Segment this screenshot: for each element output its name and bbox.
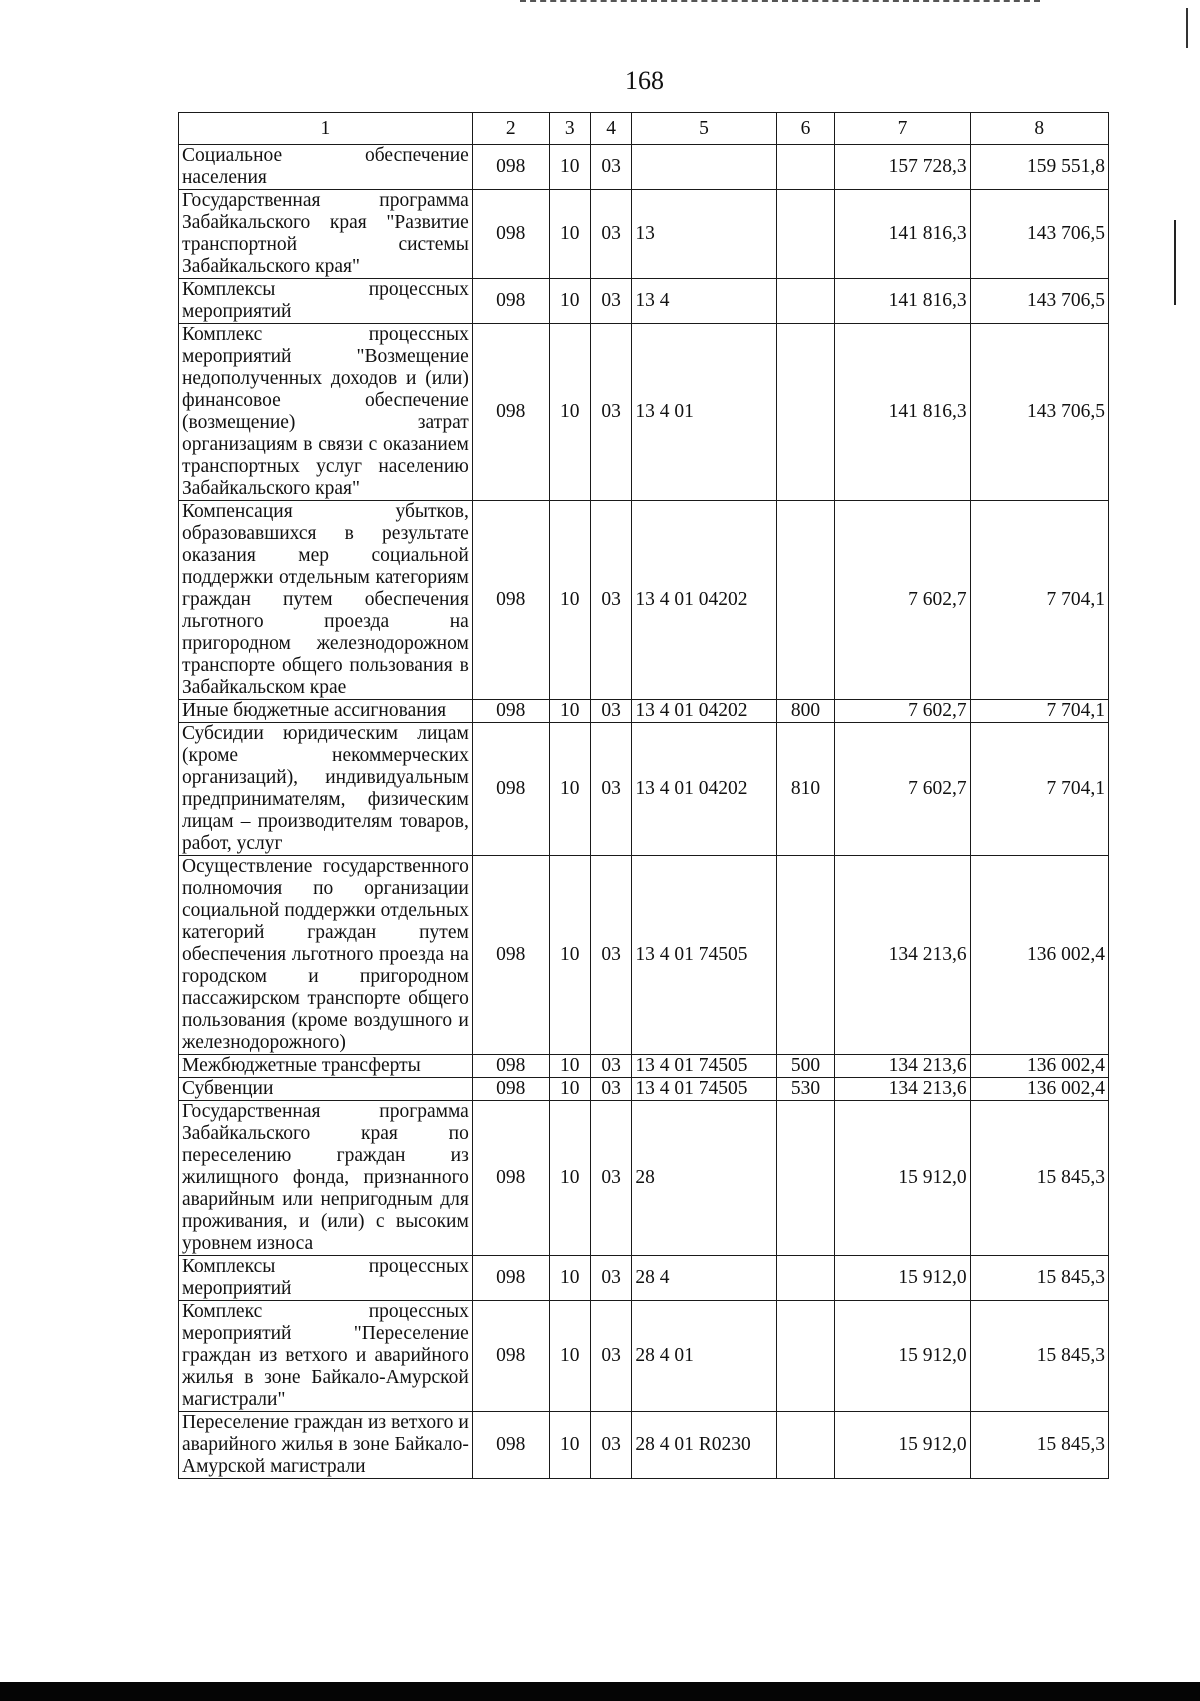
admin-code-cell: 098 [472, 1256, 549, 1301]
table-row [179, 324, 1109, 501]
year2-amount-cell: 7 704,1 [970, 700, 1108, 723]
table-row [179, 723, 1109, 856]
row-name-cell: Комплексы процессных мероприятий [179, 279, 473, 324]
admin-code-cell: 098 [472, 190, 549, 279]
row-name-cell: Комплекс процессных мероприятий "Возмещение недополученных доходов и (или) финансовое обеспечение (возмещение) затрат организациям в связи с оказанием транспортных услуг населению Забайкальского края" [179, 324, 473, 501]
target-article-cell: 13 [632, 190, 776, 279]
subsection-cell: 03 [590, 1101, 631, 1256]
admin-code-cell: 098 [472, 501, 549, 700]
target-article-cell: 28 4 [632, 1256, 776, 1301]
table-row [179, 700, 1109, 723]
year1-amount-cell: 141 816,3 [835, 190, 970, 279]
row-name-cell: Комплексы процессных мероприятий [179, 1256, 473, 1301]
row-name-cell: Государственная программа Забайкальского края "Развитие транспортной системы Забайкальского края" [179, 190, 473, 279]
expense-type-cell [776, 324, 835, 501]
column-header: 5 [632, 113, 776, 145]
expense-type-cell: 810 [776, 723, 835, 856]
admin-code-cell: 098 [472, 1078, 549, 1101]
expense-type-cell [776, 190, 835, 279]
section-cell: 10 [549, 190, 590, 279]
column-header: 2 [472, 113, 549, 145]
subsection-cell: 03 [590, 501, 631, 700]
subsection-cell: 03 [590, 1256, 631, 1301]
subsection-cell: 03 [590, 190, 631, 279]
admin-code-cell: 098 [472, 145, 549, 190]
expense-type-cell [776, 145, 835, 190]
expense-type-cell: 500 [776, 1055, 835, 1078]
expense-type-cell [776, 856, 835, 1055]
expense-type-cell [776, 279, 835, 324]
section-cell: 10 [549, 1078, 590, 1101]
year2-amount-cell: 7 704,1 [970, 723, 1108, 856]
column-header: 3 [549, 113, 590, 145]
target-article-cell: 13 4 01 04202 [632, 501, 776, 700]
target-article-cell: 28 [632, 1101, 776, 1256]
expense-type-cell: 530 [776, 1078, 835, 1101]
table-row [179, 856, 1109, 1055]
table-row [179, 501, 1109, 700]
table-row [179, 1101, 1109, 1256]
scan-artifact-mark [1186, 8, 1188, 48]
target-article-cell: 13 4 01 04202 [632, 700, 776, 723]
year1-amount-cell: 15 912,0 [835, 1101, 970, 1256]
year2-amount-cell: 136 002,4 [970, 1055, 1108, 1078]
page-number: 168 [625, 66, 664, 95]
section-cell: 10 [549, 279, 590, 324]
admin-code-cell: 098 [472, 279, 549, 324]
row-name-cell: Компенсация убытков, образовавшихся в результате оказания мер социальной поддержки отдельным категориям граждан путем обеспечения льготного проезда на пригородном железнодорожном транспорте общего пользования в Забайкальском крае [179, 501, 473, 700]
column-header: 7 [835, 113, 970, 145]
target-article-cell: 13 4 01 74505 [632, 1055, 776, 1078]
row-name-cell: Субсидии юридическим лицам (кроме некоммерческих организаций), индивидуальным предпринимателям, физическим лицам – производителям товаров, работ, услуг [179, 723, 473, 856]
section-cell: 10 [549, 145, 590, 190]
expense-type-cell [776, 1256, 835, 1301]
admin-code-cell: 098 [472, 1055, 549, 1078]
table-row [179, 1078, 1109, 1101]
column-header: 4 [590, 113, 631, 145]
year1-amount-cell: 15 912,0 [835, 1412, 970, 1479]
column-header: 8 [970, 113, 1108, 145]
year1-amount-cell: 141 816,3 [835, 279, 970, 324]
subsection-cell: 03 [590, 1055, 631, 1078]
target-article-cell: 13 4 [632, 279, 776, 324]
row-name-cell: Осуществление государственного полномочия по организации социальной поддержки отдельных категорий граждан путем обеспечения льготного проезда на городском и пригородном пассажирском транспорте общего пользования (кроме воздушного и железнодорожного) [179, 856, 473, 1055]
row-name-cell: Комплекс процессных мероприятий "Переселение граждан из ветхого и аварийного жилья в зоне Байкало-Амурской магистрали" [179, 1301, 473, 1412]
row-name-cell: Иные бюджетные ассигнования [179, 700, 473, 723]
row-name-cell: Государственная программа Забайкальского края по переселению граждан из жилищного фонда, признанного аварийным или непригодным для проживания, и (или) с высоким уровнем износа [179, 1101, 473, 1256]
year1-amount-cell: 134 213,6 [835, 856, 970, 1055]
year2-amount-cell: 143 706,5 [970, 279, 1108, 324]
row-name-cell: Переселение граждан из ветхого и аварийного жилья в зоне Байкало-Амурской магистрали [179, 1412, 473, 1479]
subsection-cell: 03 [590, 700, 631, 723]
year2-amount-cell: 143 706,5 [970, 324, 1108, 501]
year2-amount-cell: 15 845,3 [970, 1412, 1108, 1479]
expense-type-cell: 800 [776, 700, 835, 723]
row-name-cell: Социальное обеспечение населения [179, 145, 473, 190]
admin-code-cell: 098 [472, 723, 549, 856]
section-cell: 10 [549, 1256, 590, 1301]
year1-amount-cell: 7 602,7 [835, 723, 970, 856]
table-row [179, 1301, 1109, 1412]
row-name-cell: Субвенции [179, 1078, 473, 1101]
subsection-cell: 03 [590, 324, 631, 501]
section-cell: 10 [549, 723, 590, 856]
section-cell: 10 [549, 700, 590, 723]
section-cell: 10 [549, 856, 590, 1055]
target-article-cell [632, 145, 776, 190]
target-article-cell: 13 4 01 74505 [632, 856, 776, 1055]
expense-type-cell [776, 1412, 835, 1479]
year2-amount-cell: 136 002,4 [970, 856, 1108, 1055]
row-name-cell: Межбюджетные трансферты [179, 1055, 473, 1078]
year1-amount-cell: 15 912,0 [835, 1256, 970, 1301]
scan-artifact-bar [0, 1682, 1200, 1701]
section-cell: 10 [549, 1055, 590, 1078]
year1-amount-cell: 134 213,6 [835, 1055, 970, 1078]
year1-amount-cell: 141 816,3 [835, 324, 970, 501]
year2-amount-cell: 136 002,4 [970, 1078, 1108, 1101]
admin-code-cell: 098 [472, 700, 549, 723]
table-row [179, 1055, 1109, 1078]
target-article-cell: 13 4 01 74505 [632, 1078, 776, 1101]
column-header: 6 [776, 113, 835, 145]
year1-amount-cell: 7 602,7 [835, 501, 970, 700]
year1-amount-cell: 134 213,6 [835, 1078, 970, 1101]
year2-amount-cell: 15 845,3 [970, 1101, 1108, 1256]
table-row [179, 1412, 1109, 1479]
section-cell: 10 [549, 501, 590, 700]
year2-amount-cell: 143 706,5 [970, 190, 1108, 279]
year1-amount-cell: 15 912,0 [835, 1301, 970, 1412]
admin-code-cell: 098 [472, 856, 549, 1055]
subsection-cell: 03 [590, 723, 631, 856]
scan-artifact-mark [1174, 220, 1176, 305]
subsection-cell: 03 [590, 1412, 631, 1479]
subsection-cell: 03 [590, 279, 631, 324]
admin-code-cell: 098 [472, 1301, 549, 1412]
admin-code-cell: 098 [472, 1412, 549, 1479]
subsection-cell: 03 [590, 1078, 631, 1101]
expense-type-cell [776, 501, 835, 700]
subsection-cell: 03 [590, 1301, 631, 1412]
year1-amount-cell: 157 728,3 [835, 145, 970, 190]
section-cell: 10 [549, 1101, 590, 1256]
column-header: 1 [179, 113, 473, 145]
admin-code-cell: 098 [472, 324, 549, 501]
table-row [179, 190, 1109, 279]
section-cell: 10 [549, 324, 590, 501]
table-row [179, 279, 1109, 324]
scan-artifact-line [520, 0, 1040, 4]
year2-amount-cell: 15 845,3 [970, 1301, 1108, 1412]
budget-table [178, 112, 1109, 1479]
table-row [179, 145, 1109, 190]
subsection-cell: 03 [590, 856, 631, 1055]
table-row [179, 1256, 1109, 1301]
target-article-cell: 28 4 01 [632, 1301, 776, 1412]
expense-type-cell [776, 1101, 835, 1256]
subsection-cell: 03 [590, 145, 631, 190]
target-article-cell: 13 4 01 04202 [632, 723, 776, 856]
year2-amount-cell: 7 704,1 [970, 501, 1108, 700]
year2-amount-cell: 15 845,3 [970, 1256, 1108, 1301]
table-header-row [179, 113, 1109, 145]
admin-code-cell: 098 [472, 1101, 549, 1256]
target-article-cell: 13 4 01 [632, 324, 776, 501]
table-body [179, 145, 1109, 1479]
section-cell: 10 [549, 1301, 590, 1412]
year1-amount-cell: 7 602,7 [835, 700, 970, 723]
target-article-cell: 28 4 01 R0230 [632, 1412, 776, 1479]
year2-amount-cell: 159 551,8 [970, 145, 1108, 190]
section-cell: 10 [549, 1412, 590, 1479]
expense-type-cell [776, 1301, 835, 1412]
